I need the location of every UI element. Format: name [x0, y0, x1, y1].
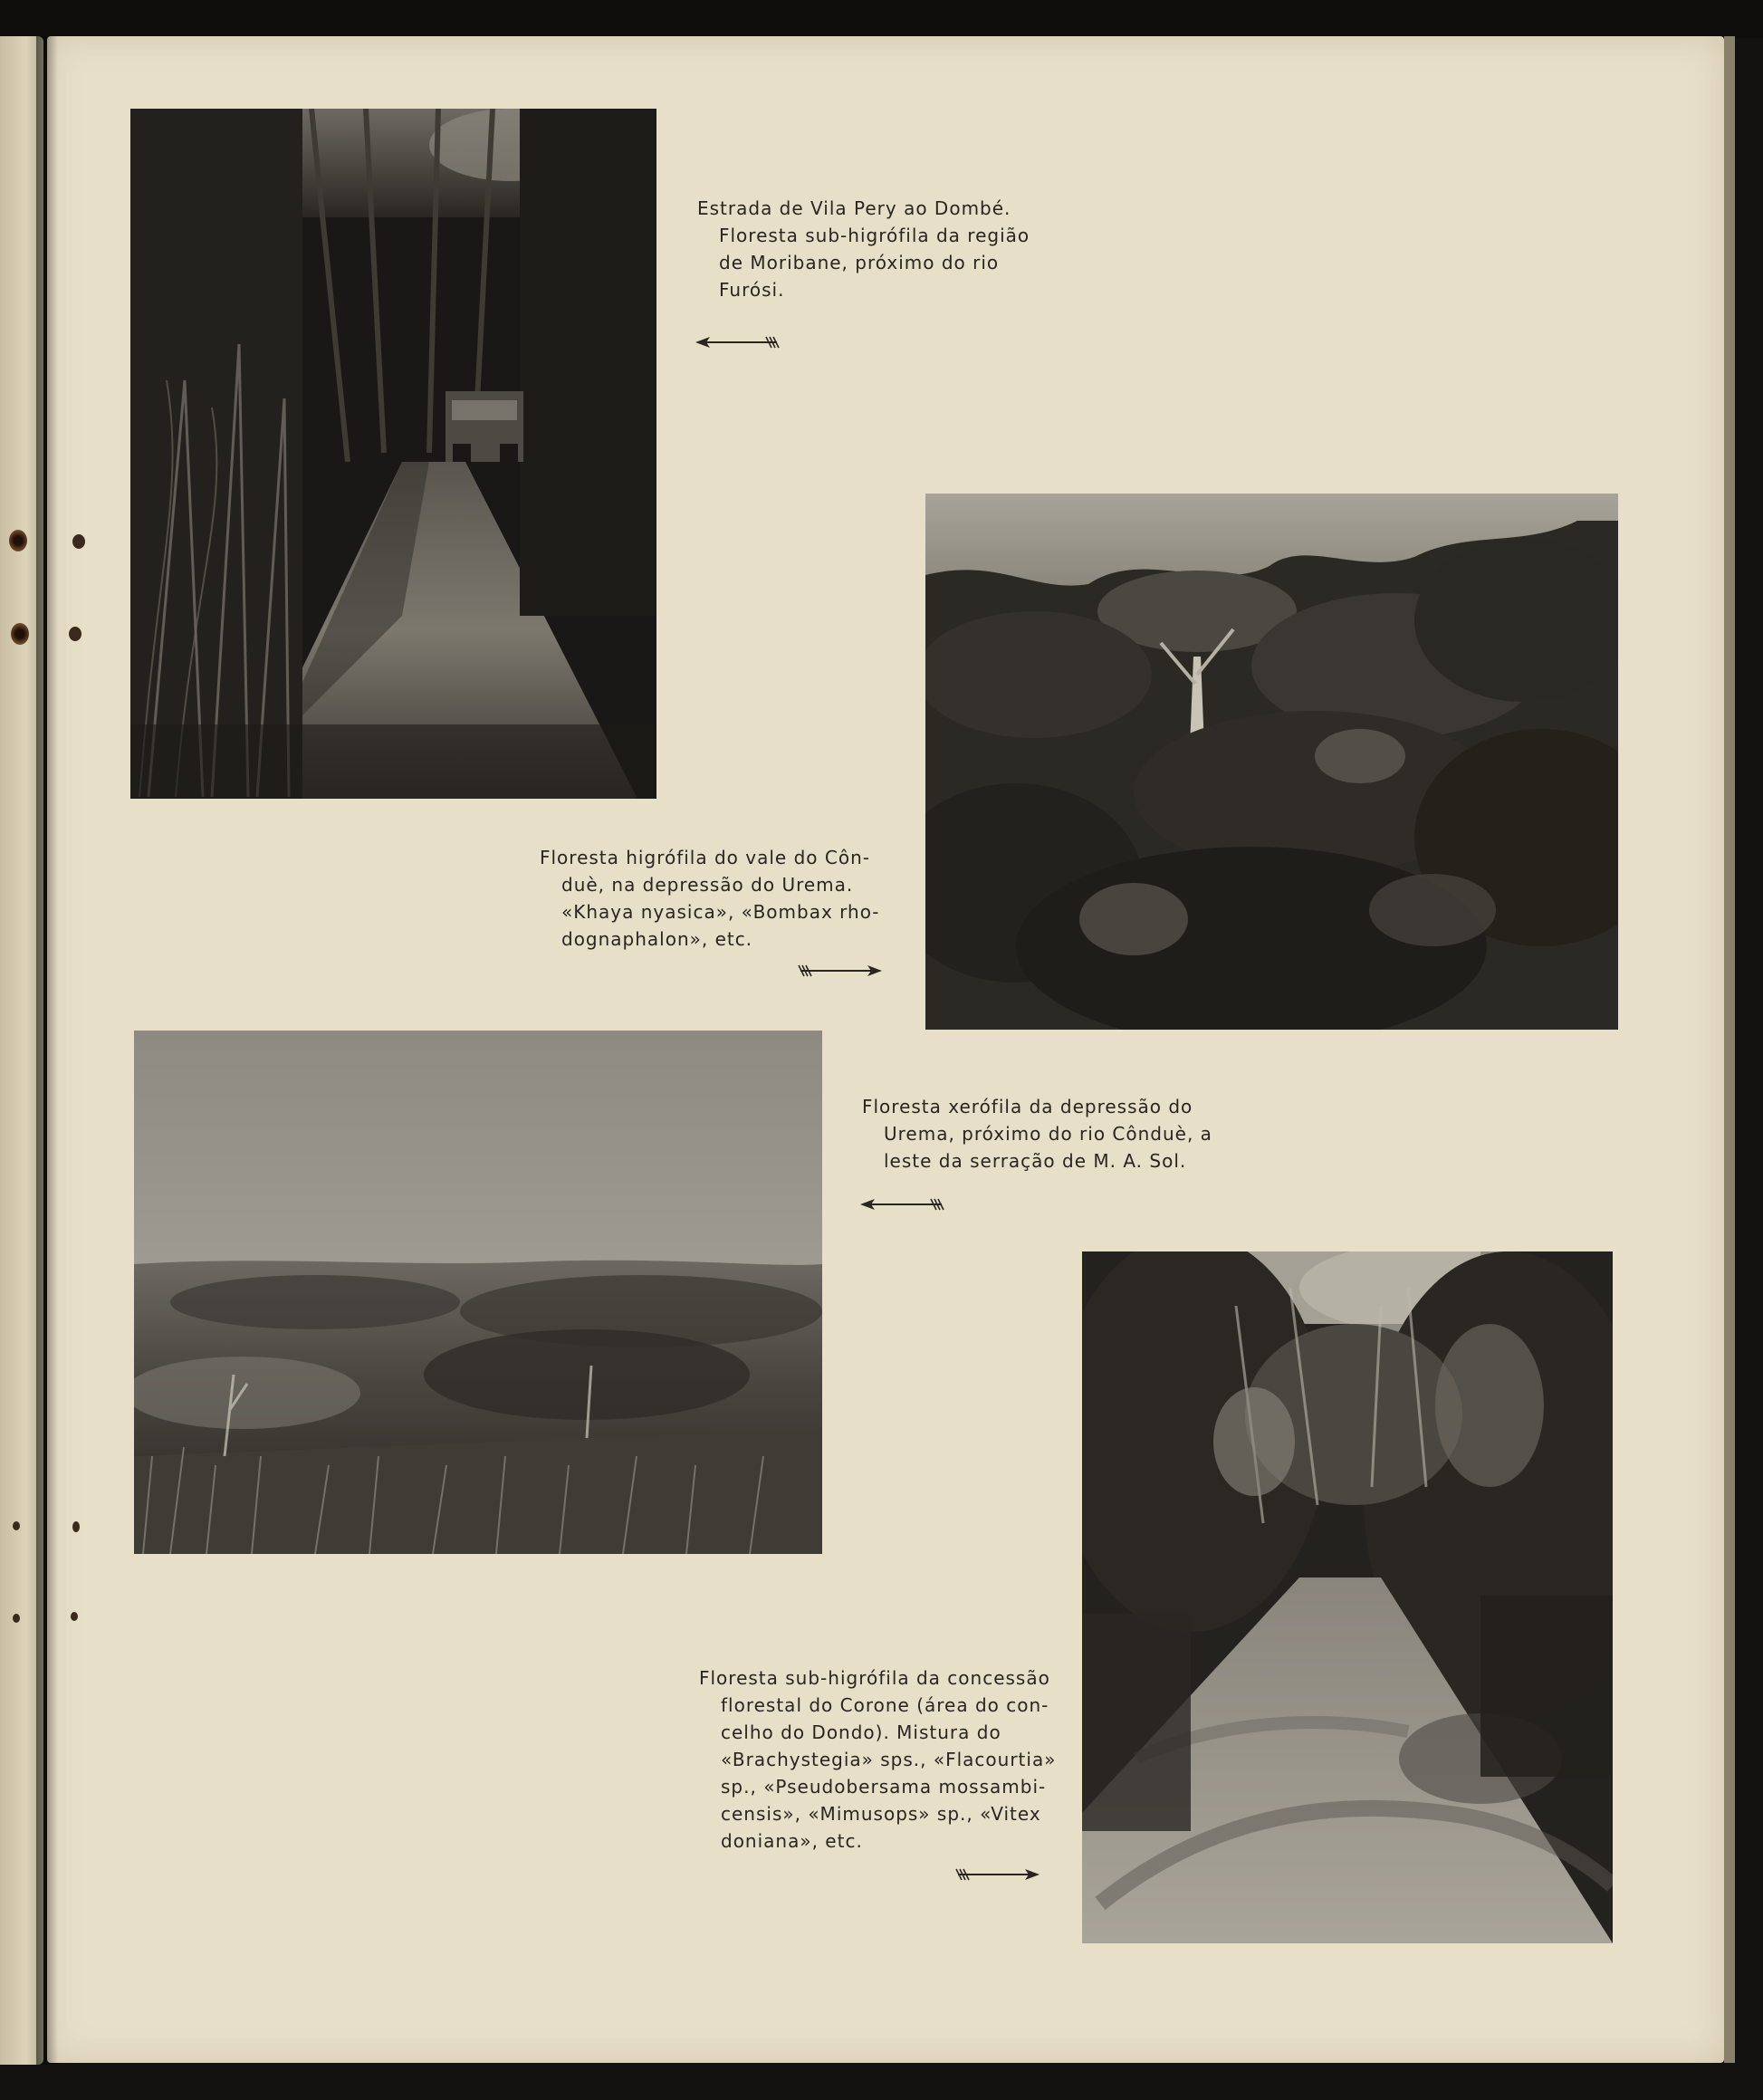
photo-forest-road-vila-pery [130, 109, 656, 799]
caption-urema-xerophilous [862, 1093, 1212, 1175]
binding-hole [69, 627, 81, 641]
caption-line: «Khaya nyasica», «Bombax rho- [561, 901, 880, 923]
caption-line: «Brachystegia» sps., «Flacourtia» [721, 1749, 1057, 1770]
binding-hole [9, 530, 27, 551]
caption-line: leste da serração de M. A. Sol. [884, 1150, 1187, 1172]
caption-condue-valley [540, 844, 884, 953]
caption-line: florestal do Corone (área do con- [721, 1694, 1049, 1716]
caption-line: Floresta sub-higrófila da concessão [699, 1667, 1050, 1689]
scan-top-border [0, 0, 1763, 38]
caption-line: Urema, próximo do rio Cônduè, a [884, 1123, 1212, 1145]
caption-line: doniana», etc. [721, 1830, 863, 1852]
photo-forest-track-corone [1082, 1251, 1613, 1943]
caption-line: censis», «Mimusops» sp., «Vitex [721, 1803, 1041, 1825]
page-right-edge [1724, 36, 1735, 2063]
photo-xerophilous-forest-urema [134, 1031, 822, 1554]
arrow-left-icon [860, 1195, 947, 1213]
spine-shadow [36, 36, 58, 2065]
binding-hole [71, 1612, 78, 1621]
caption-line: Floresta xerófila da depressão do [862, 1096, 1193, 1117]
caption-corone-concession [699, 1664, 1057, 1855]
caption-line: Floresta higrófila do vale do Côn- [540, 847, 870, 868]
binding-hole [11, 623, 29, 645]
caption-vila-pery-dombe [697, 195, 1038, 303]
caption-line: sp., «Pseudobersama mossambi- [721, 1776, 1047, 1798]
photo-hygrophilous-forest-condue [925, 494, 1618, 1030]
arrow-right-icon [795, 962, 882, 980]
caption-line: celho do Dondo). Mistura do [721, 1721, 1001, 1743]
binding-hole [13, 1521, 20, 1530]
caption-line: Estrada de Vila Pery ao Dombé. [697, 197, 1011, 219]
arrow-right-icon [953, 1865, 1040, 1884]
arrow-left-icon [695, 333, 782, 351]
caption-line: Floresta sub-higrófila da região [719, 225, 1030, 246]
binding-hole [13, 1614, 20, 1623]
binding-hole [72, 1521, 80, 1532]
binding-hole [72, 534, 85, 549]
caption-line: de Moribane, próximo do rio [719, 252, 1000, 273]
caption-line: dognaphalon», etc. [561, 928, 753, 950]
caption-line: Furósi. [719, 279, 785, 301]
caption-line: duè, na depressão do Urema. [561, 874, 854, 896]
